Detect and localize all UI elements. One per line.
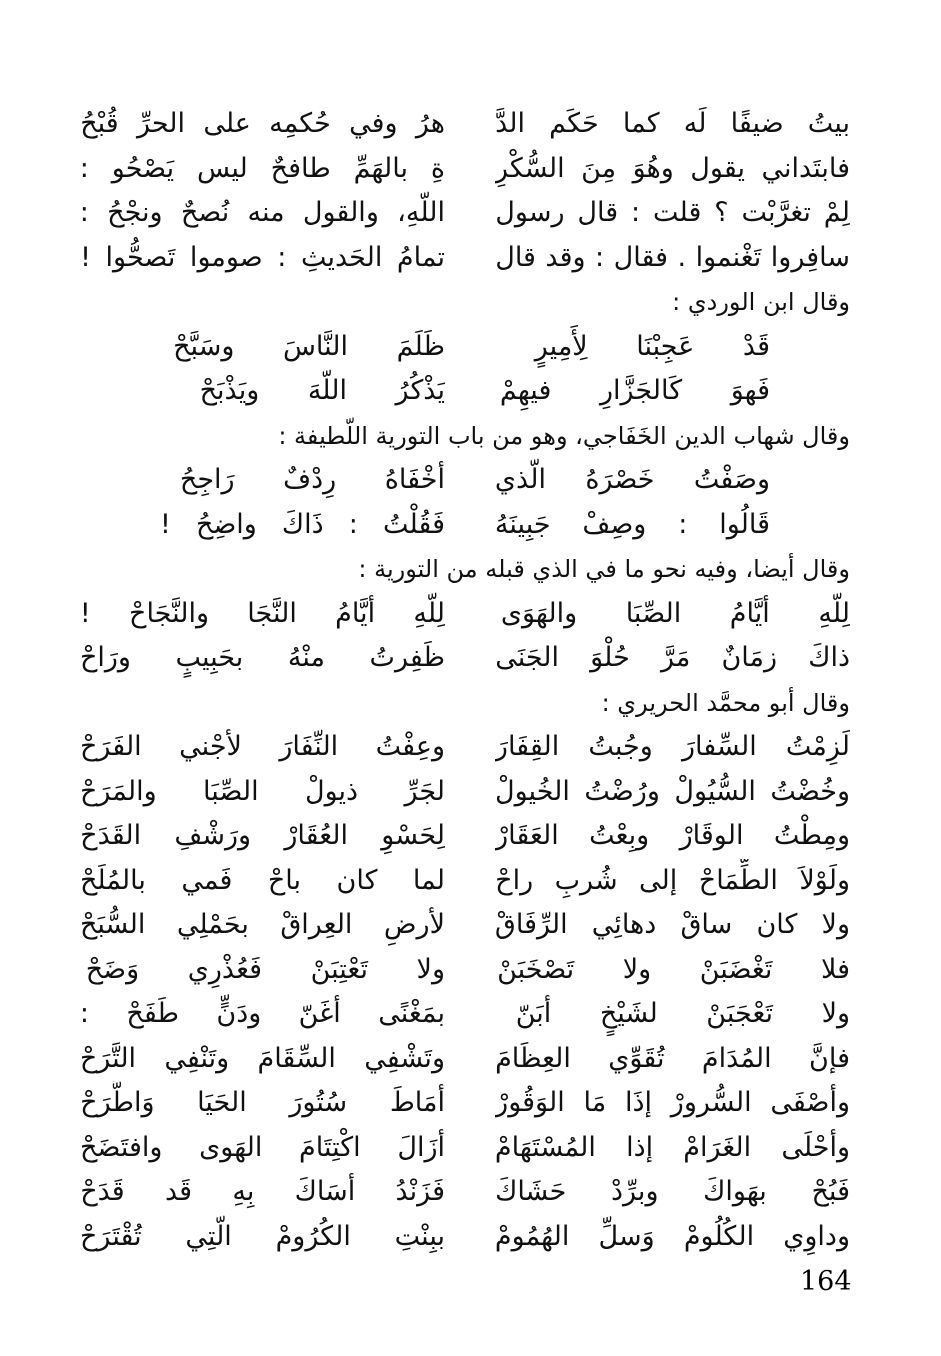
verse-second-hemistich: أمَاطَ سُتُورَ الحَيَا وَاطَّرَحْ [80, 1087, 445, 1118]
verse-first-hemistich: لِلّهِ أيَّامُ الصِّبَا والهَوَى [500, 597, 850, 629]
verse-first-hemistich: ولا كان ساقْ دهائِي الرِّفَاقْ [495, 909, 850, 940]
verse-second-hemistich: تمامُ الحَديثِ : صوموا تَصحُّوا ! [80, 241, 445, 273]
verse-line [80, 1037, 850, 1081]
verse-line [80, 1081, 850, 1125]
verse-second-hemistich: أخْفَاهُ رِدْفٌ رَاجِحُ [179, 464, 445, 495]
prose-line: وقال شهاب الدين الخَفَاجي، وهو من باب التورية اللّطيفة : [278, 421, 850, 450]
verse-first-hemistich: قَدْ عَجِبْنَا لِأَمِيرٍ [534, 330, 770, 362]
verse-second-hemistich: لِحَسْوِ العُقَارْ ورَشْفِ القَدَحْ [80, 820, 445, 851]
verse-second-hemistich: هرُ وفي حُكمِه على الحرِّ قُبْحُ [80, 108, 445, 139]
verse-second-hemistich: ببِنْتِ الكُرُومْ الّتِي تُقْتَرَحْ [80, 1220, 445, 1252]
verse-second-hemistich: بمَغْنًى أغَنّ ودَنٍّ طَفَحْ : [80, 998, 445, 1029]
verse-line [80, 592, 850, 636]
verse-line [80, 458, 850, 502]
verse-first-hemistich: ومِطْتُ الوقَارْ وبِعْتُ العَقَارْ [495, 820, 850, 851]
verse-line [80, 948, 850, 992]
verse-line [80, 992, 850, 1036]
verse-line [80, 903, 850, 947]
verse-line [80, 369, 850, 413]
verse-first-hemistich: ولا تَعْجَبَنْ لشَيْخٍ أبَنّ [515, 998, 850, 1029]
verse-line [80, 636, 850, 680]
verse-line [80, 147, 850, 191]
verse-line [80, 859, 850, 903]
verse-first-hemistich: وأحْلَى الغَرَامْ إذا المُسْتَهَامْ [495, 1131, 850, 1163]
verse-first-hemistich: سافِروا تَغْنموا . فقال : وقد قال [495, 241, 850, 273]
verse-first-hemistich: وأصْفَى السُّرورْ إذَا مَا الوَقُورْ [495, 1087, 850, 1118]
verse-line [80, 1126, 850, 1170]
verse-line [80, 503, 850, 547]
verse-second-hemistich: ظَلَمَ النَّاسَ وسَبَّحْ [173, 330, 445, 362]
verse-second-hemistich: وعِفْتُ النِّفَارَ لأجْني الفَرَحْ [80, 731, 445, 762]
verse-second-hemistich: اللّهِ، والقول منه نُصحٌ ونجْحُ : [80, 197, 445, 228]
prose-line: وقال ابن الوردي : [672, 288, 850, 316]
prose-line: وقال أيضا، وفيه نحو ما في الذي قبله من التورية : [358, 555, 850, 583]
verse-first-hemistich: لَزِمْتُ السِّفارَ وجُبتُ القِفَارَ [495, 731, 850, 762]
verse-first-hemistich: فلا تَغْضَبَنْ ولا تَصْخَبَنْ [497, 953, 850, 985]
verse-second-hemistich: يَذْكُرُ اللّهَ ويَذْبَحْ [199, 375, 445, 406]
verse-first-hemistich: وخُضْتُ السُّيُولْ ورُضْتُ الخُيولْ [495, 775, 850, 807]
verse-second-hemistich: لأرضِ العِراقْ بحَمْلِي السُّبَحْ [80, 909, 445, 940]
verse-first-hemistich: قَالُوا : وصِفْ جَبِينَهُ [495, 508, 770, 540]
verse-first-hemistich: ذاكَ زمَانٌ مَرَّ حُلْوَ الجَنَى [495, 642, 850, 673]
verse-line [80, 325, 850, 369]
verse-second-hemistich: لجَرِّ ذيولْ الصِّبَا والمَرَحْ [80, 775, 445, 807]
verse-line [80, 770, 850, 814]
verse-first-hemistich: فإنَّ المُدَامَ تُقَوِّي العِظَامَ [495, 1042, 850, 1074]
verse-first-hemistich: فَبُحْ بهَواكَ وبرِّدْ حَشَاكَ [495, 1176, 850, 1207]
verse-first-hemistich: لِمْ تغرَّبْت ؟ قلت : قال رسول [495, 197, 850, 228]
verse-line [80, 191, 850, 235]
verse-second-hemistich: فَزَنْدُ أسَاكَ بِهِ قَد قَدَحْ [80, 1176, 445, 1207]
verse-first-hemistich: بيتُ ضيفًا لَه كما حَكَم الدَّ [495, 108, 850, 139]
verse-line [80, 814, 850, 858]
verse-second-hemistich: ةِ بالهَمِّ طافحٌ ليس يَصْحُو : [80, 152, 445, 184]
verse-second-hemistich: ظَفِرتُ منْهُ بحَبِيبٍ ورَاحْ [80, 642, 445, 673]
verse-first-hemistich: وصَفْتُ خَصْرَهُ الّذي [495, 464, 770, 495]
verse-line [80, 1170, 850, 1214]
verse-second-hemistich: أزَالَ اكْتِتَامَ الهَوى وافتَضَحْ [80, 1131, 445, 1163]
verse-line [80, 1215, 850, 1259]
verse-first-hemistich: ولَوْلاَ الطِّمَاحْ إلى شُربِ راحْ [495, 864, 850, 896]
verse-second-hemistich: ولا تَعْتِبَنْ فَعُذْرِي وَضَحْ [85, 953, 445, 985]
verse-line [80, 102, 850, 146]
verse-second-hemistich: لما كان باحْ فَمي بالمُلَحْ [80, 864, 445, 896]
page-number: 164 [800, 1266, 852, 1297]
verse-second-hemistich: فَقُلْتُ : ذَاكَ واضِحُ ! [160, 508, 445, 540]
verse-first-hemistich: وداوِي الكُلُومْ وَسلِّ الهُمُومْ [495, 1220, 850, 1252]
verse-line [80, 725, 850, 769]
verse-first-hemistich: فَهوَ كَالجَزَّارِ فيهِمْ [499, 375, 770, 406]
verse-first-hemistich: فابتَداني يقول وهُوَ مِنَ السُّكْرِ [495, 152, 850, 184]
verse-line [80, 236, 850, 280]
verse-second-hemistich: وتَشْفِي السِّقَامَ وتَنْفِي التَّرَحْ [80, 1042, 445, 1074]
prose-line: وقال أبو محمَّد الحريري : [601, 688, 850, 717]
verse-second-hemistich: لِلّهِ أيَّامُ النَّجَا والنَّجَاحْ ! [80, 597, 445, 629]
